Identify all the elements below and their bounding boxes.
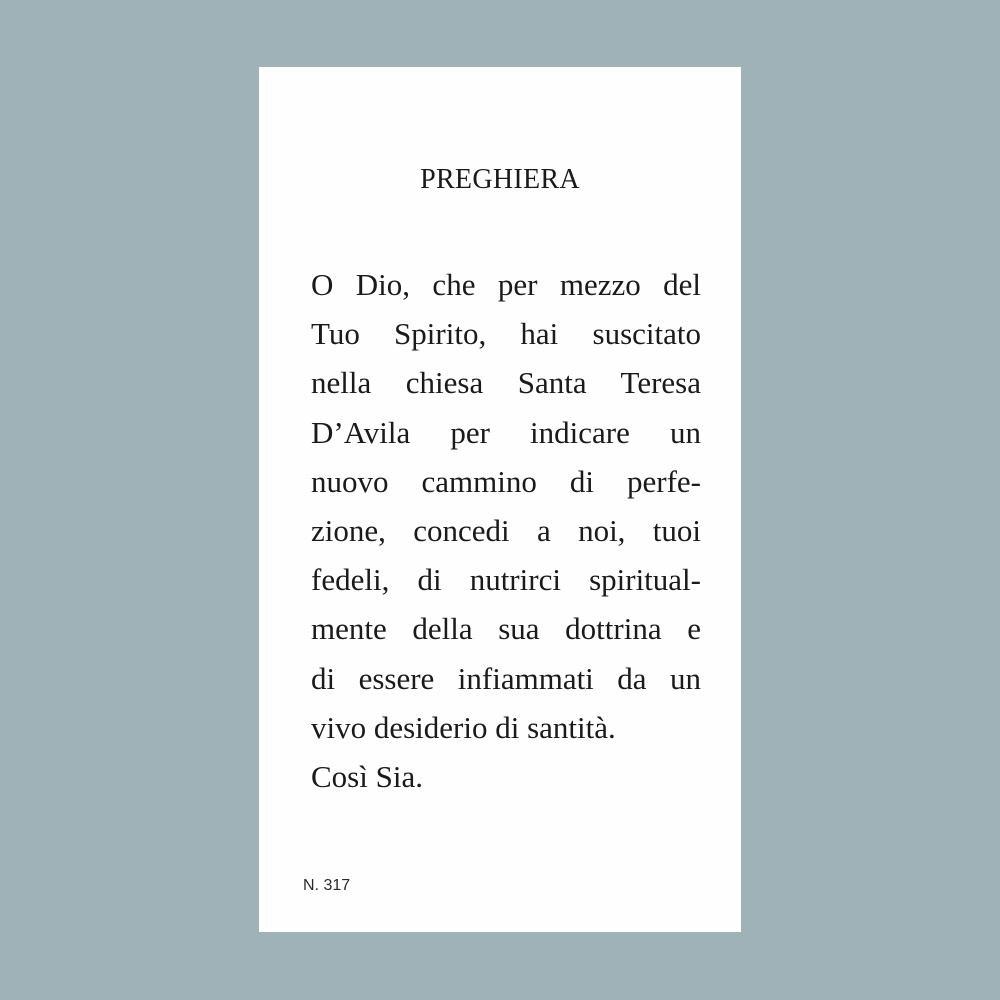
prayer-text (311, 260, 701, 801)
prayer-line: zione, concedi a noi, tuoi (311, 512, 701, 548)
prayer-line: D’Avila per indicare un (311, 414, 701, 450)
prayer-line: nella chiesa Santa Teresa (311, 365, 701, 401)
prayer-line: Tuo Spirito, hai suscitato (311, 316, 701, 352)
prayer-line: fedeli, di nutrirci spiritual- (311, 562, 701, 598)
prayer-line: O Dio, che per mezzo del (311, 267, 701, 302)
prayer-title: PREGHIERA (420, 164, 580, 195)
prayer-line: di essere infiammati da un (311, 660, 701, 696)
prayer-line: mente della sua dottrina e (311, 611, 701, 647)
card-number: N. 317 (303, 877, 351, 894)
prayer-line: vivo desiderio di santità. (311, 709, 616, 745)
prayer-closing: Così Sia. (311, 758, 423, 794)
prayer-line: nuovo cammino di perfe- (311, 463, 701, 499)
